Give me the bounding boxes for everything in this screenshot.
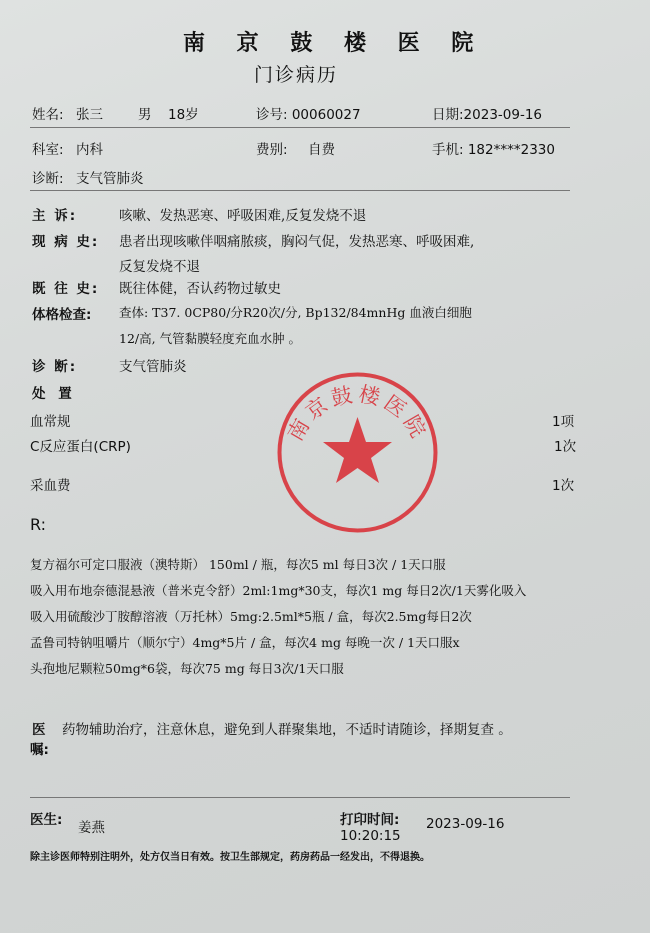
- prescription-item: 头孢地尼颗粒50mg*6袋，每次75 mg 每日3次/1天口服: [30, 661, 344, 676]
- doctor-label: 医生:: [30, 812, 63, 828]
- visit-number: 诊号: 00060027: [256, 107, 361, 123]
- present-history-line2: 反复发烧不退: [119, 259, 200, 275]
- rx-label: R:: [30, 515, 47, 534]
- advice-label-2: 嘱:: [30, 742, 49, 758]
- print-date: 2023-09-16: [426, 816, 505, 832]
- divider: [30, 797, 570, 798]
- department: 内科: [76, 142, 103, 158]
- star-icon: [323, 417, 392, 483]
- chief-complaint-label: 主 诉:: [32, 208, 78, 224]
- divider: [30, 190, 570, 191]
- exam-line2: 12/高, 气管黏膜轻度充血水肿 。: [119, 331, 302, 346]
- patient-name: 张三: [76, 107, 103, 123]
- exam-label: 体格检查:: [32, 307, 92, 323]
- past-history-label: 既 往 史:: [32, 281, 100, 297]
- procedure-name: 采血费: [30, 478, 71, 494]
- phone: 手机: 182****2330: [432, 142, 555, 158]
- print-time-label: 打印时间:: [340, 812, 400, 828]
- hospital-seal: [276, 371, 439, 534]
- divider: [30, 127, 570, 128]
- prescription-item: 吸入用硫酸沙丁胺醇溶液（万托林）5mg:2.5ml*5瓶 / 盒，每次2.5mg每日2次: [30, 609, 472, 624]
- present-history-label: 现 病 史:: [32, 234, 100, 250]
- name-label: 姓名:: [32, 107, 64, 123]
- patient-age: 18岁: [168, 107, 199, 123]
- present-history-line1: 患者出现咳嗽伴咽痛脓痰，胸闷气促，发热恶寒、呼吸困难,: [119, 234, 475, 250]
- hospital-name: 南 京 鼓 楼 医 院: [183, 31, 486, 56]
- print-time: 10:20:15: [340, 828, 401, 844]
- procedure-name: 血常规: [30, 414, 71, 430]
- diag-summary: 支气管肺炎: [76, 171, 144, 187]
- doctor-name: 姜燕: [78, 820, 105, 836]
- fee-type: 自费: [308, 142, 335, 158]
- past-history: 既往体健，否认药物过敏史: [119, 281, 281, 297]
- patient-gender: 男: [138, 107, 152, 123]
- procedure-qty: 1次: [554, 439, 577, 455]
- visit-date: 日期:2023-09-16: [432, 107, 543, 123]
- diagnosis-label: 诊 断:: [32, 359, 78, 375]
- diag-label: 诊断:: [32, 171, 64, 187]
- prescription-item: 吸入用布地奈德混悬液（普米克令舒）2ml:1mg*30支，每次1 mg 每日2次/1天雾化吸入: [30, 583, 527, 598]
- advice-label: 医: [32, 722, 46, 738]
- fee-label: 费别:: [256, 142, 288, 158]
- prescription-item: 孟鲁司特钠咀嚼片（顺尔宁）4mg*5片 / 盒，每次4 mg 每晚一次 / 1天口服x: [30, 635, 460, 650]
- exam-line1: 查体: T37. 0CP80/分R20次/分, Bp132/84mnHg 血液白细胞: [119, 305, 472, 320]
- footer-notice: 除主诊医师特别注明外，处方仅当日有效。按卫生部规定，药房药品一经发出，不得退换。: [30, 852, 430, 863]
- procedure-qty: 1项: [552, 414, 575, 430]
- prescription-item: 复方福尔可定口服液（澳特斯） 150ml / 瓶，每次5 ml 每日3次 / 1天口服: [30, 557, 446, 572]
- treatment-label: 处 置: [32, 386, 76, 402]
- record-title: 门诊病历: [254, 64, 339, 86]
- chief-complaint: 咳嗽、发热恶寒、呼吸困难,反复发烧不退: [119, 208, 367, 224]
- dept-label: 科室:: [32, 142, 64, 158]
- svg-text:南京鼓楼医院: 南京鼓楼医院: [282, 381, 433, 445]
- advice-text: 药物辅助治疗，注意休息，避免到人群聚集地，不适时请随诊，择期复查 。: [62, 722, 512, 738]
- diagnosis: 支气管肺炎: [119, 359, 187, 375]
- procedure-name: C反应蛋白(CRP): [30, 439, 131, 455]
- procedure-qty: 1次: [552, 478, 575, 494]
